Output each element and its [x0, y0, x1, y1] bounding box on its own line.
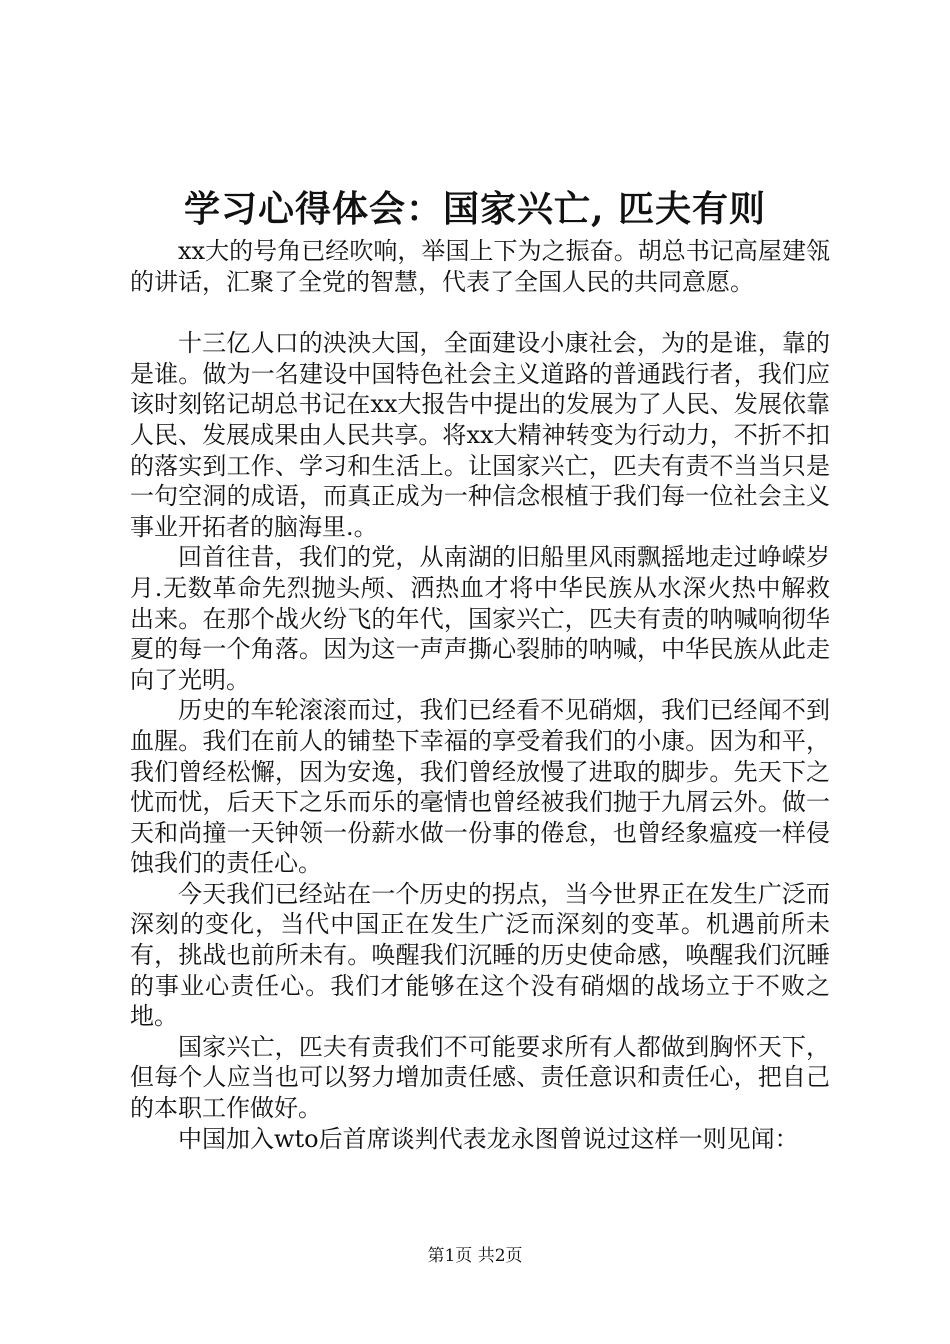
paragraph-3: 回首往昔，我们的党，从南湖的旧船里风雨飘摇地走过峥嵘岁月.无数革命先烈抛头颅、洒热血才将中华民族从水深火热中解救出来。在那个战火纷飞的年代，国家兴亡，匹夫有责的呐喊响彻华夏的每一个角落。因为这一声声撕心裂肺的呐喊，中华民族从此走向了光明。 [130, 543, 830, 694]
paragraph-7: 中国加入wto后首席谈判代表龙永图曾说过这样一则见闻： [178, 1124, 799, 1153]
document-title: 学习心得体会：国家兴亡, 匹夫有则 [183, 188, 767, 230]
paragraph-1: xx大的号角已经吹响，举国上下为之振奋。胡总书记高屋建瓴的讲话，汇聚了全党的智慧，代表了全国人民的共同意愿。 [130, 237, 830, 296]
page-number-footer: 第1页 共2页 [427, 1246, 523, 1266]
paragraph-6: 国家兴亡，匹夫有责我们不可能要求所有人都做到胸怀天下，但每个人应当也可以努力增加责任感、责任意识和责任心，把自己的本职工作做好。 [130, 1032, 830, 1123]
paragraph-5: 今天我们已经站在一个历史的拐点，当今世界正在发生广泛而深刻的变化，当代中国正在发生广泛而深刻的变革。机遇前所未有，挑战也前所未有。唤醒我们沉睡的历史使命感，唤醒我们沉睡的事业心责任心。我们才能够在这个没有硝烟的战场立于不败之地。 [130, 879, 830, 1031]
paragraph-4: 历史的车轮滚滚而过，我们已经看不见硝烟，我们已经闻不到血腥。我们在前人的铺垫下幸福的享受着我们的小康。因为和平，我们曾经松懈，因为安逸，我们曾经放慢了进取的脚步。先天下之忧而忧，后天下之乐而乐的毫情也曾经被我们抛于九屑云外。做一天和尚撞一天钟领一份薪水做一份事的倦怠，也曾经象瘟疫一样侵蚀我们的责任心。 [130, 696, 830, 878]
document-body [130, 236, 830, 1154]
paragraph-2: 十三亿人口的泱泱大国，全面建设小康社会，为的是谁，靠的是谁。做为一名建设中国特色社会主义道路的普通践行者，我们应该时刻铭记胡总书记在xx大报告中提出的发展为了人民、发展依靠人民、发展成果由人民共享。将xx大精神转变为行动力，不折不扣的落实到工作、学习和生活上。让国家兴亡，匹夫有责不当当只是一句空洞的成语，而真正成为一种信念根植于我们每一位社会主义事业开拓者的脑海里.。 [130, 329, 830, 541]
